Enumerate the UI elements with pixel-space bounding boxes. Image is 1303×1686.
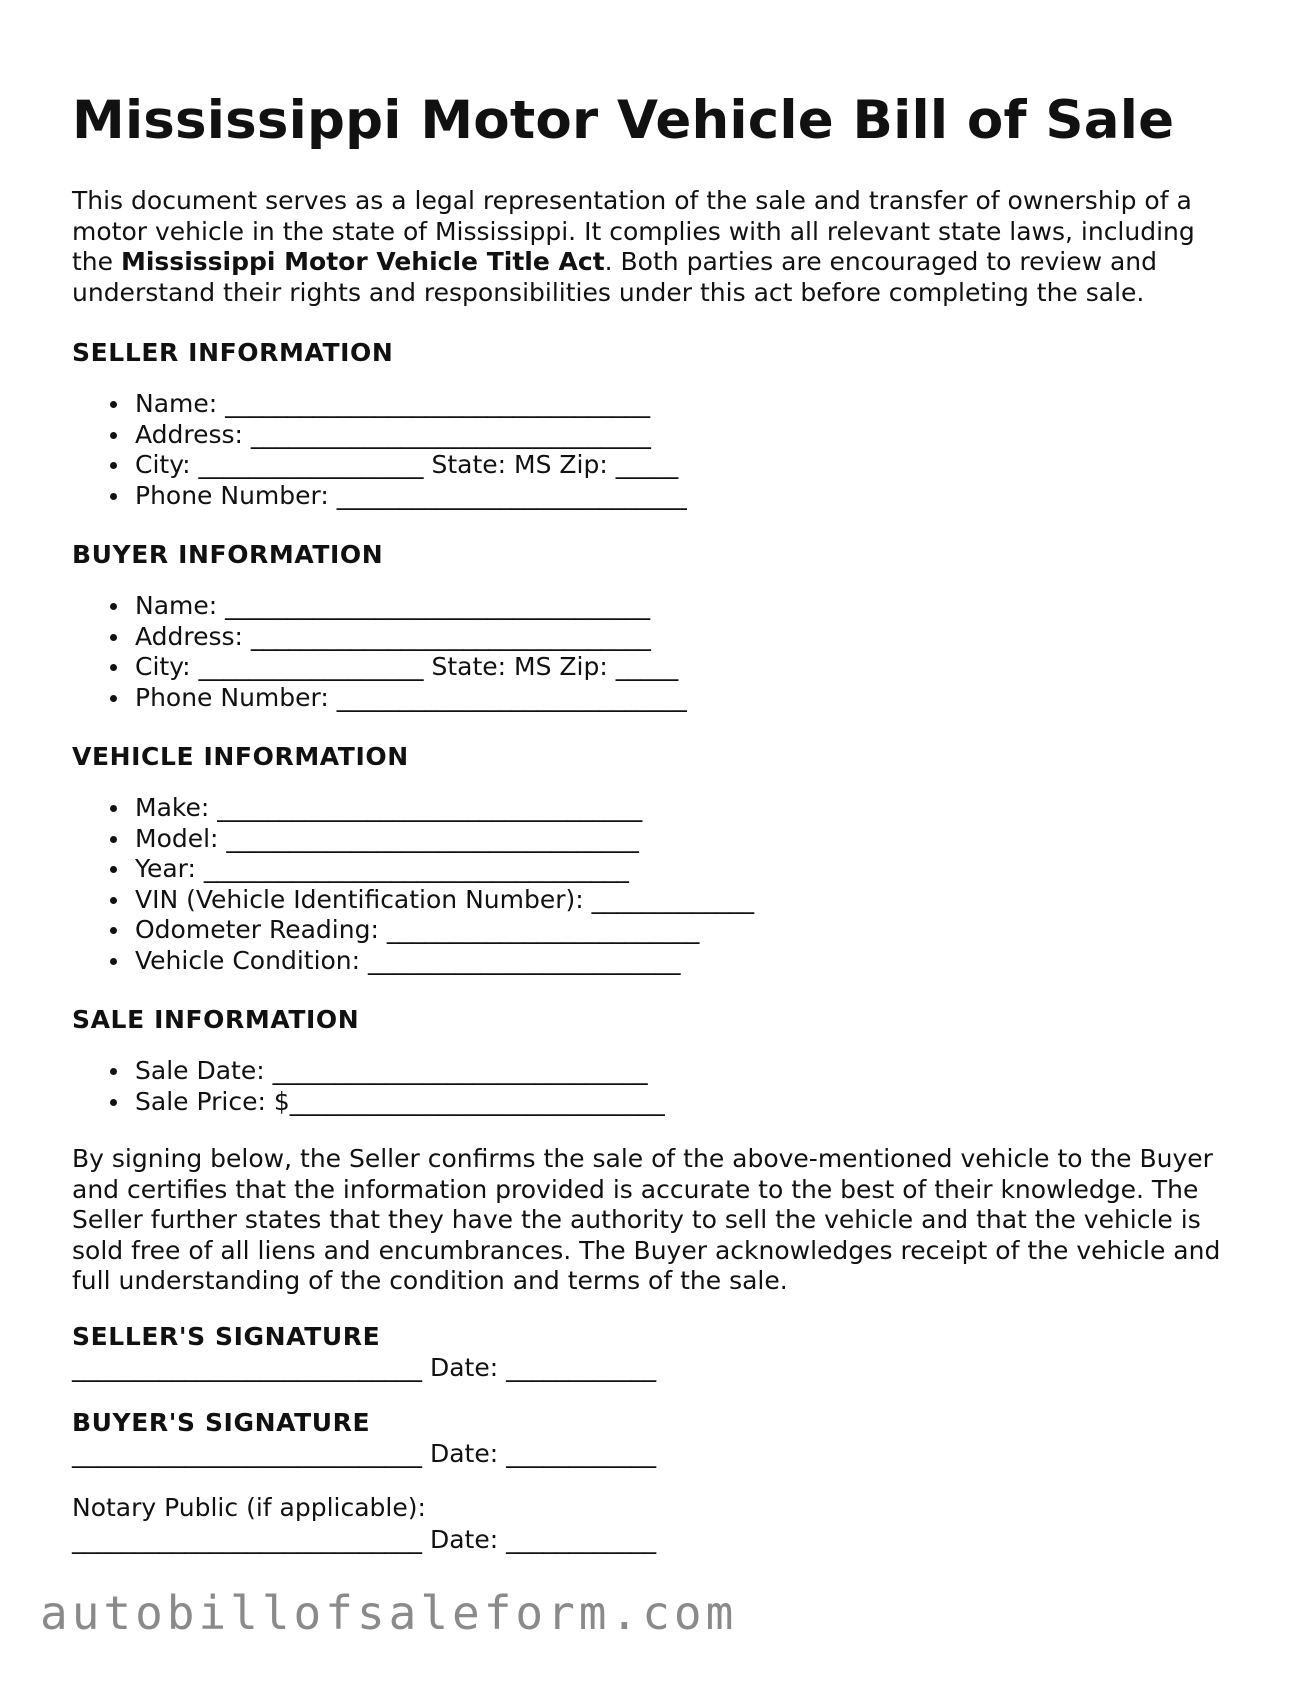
vehicle-condition-field[interactable]: Vehicle Condition: _________________________ [72,946,754,977]
vehicle-model-field[interactable]: Model: _________________________________ [72,824,754,855]
seller-address-field[interactable]: Address: ________________________________ [72,420,687,451]
page-title: Mississippi Motor Vehicle Bill of Sale [72,90,1175,151]
sale-price-field[interactable]: Sale Price: $______________________________ [72,1087,665,1118]
buyer-phone-field[interactable]: Phone Number: ____________________________ [72,683,687,714]
buyer-name-field[interactable]: Name: __________________________________ [72,591,687,622]
vehicle-fields-list [72,793,754,976]
site-watermark: autobillofsaleform.com [40,1586,738,1640]
vehicle-odometer-field[interactable]: Odometer Reading: _________________________ [72,915,754,946]
vehicle-year-field[interactable]: Year: __________________________________ [72,854,754,885]
buyer-city-state-zip-field[interactable]: City: __________________ State: MS Zip: _____ [72,652,687,683]
closing-paragraph: By signing below, the Seller confirms the sale of the above-mentioned vehicle to the Buyer and certifies that the information provided is accurate to the best of their knowledge. The Seller further states that they have the authority to sell the vehicle and that the vehicle is sold free of all liens and encumbrances. The Buyer acknowledges receipt of the vehicle and full understanding of the condition and terms of the sale. [72,1144,1221,1295]
vehicle-section-heading: VEHICLE INFORMATION [72,742,409,771]
buyer-fields-list [72,591,687,713]
intro-paragraph [72,186,1242,308]
sale-fields-list [72,1056,665,1117]
buyer-signature-heading: BUYER'S SIGNATURE [72,1408,371,1437]
seller-phone-field[interactable]: Phone Number: ____________________________ [72,481,687,512]
seller-signature-line[interactable]: ____________________________ Date: ____________ [72,1353,657,1382]
notary-signature-line[interactable]: ____________________________ Date: ____________ [72,1525,657,1554]
seller-signature-heading: SELLER'S SIGNATURE [72,1322,381,1351]
seller-city-state-zip-field[interactable]: City: __________________ State: MS Zip: _____ [72,450,687,481]
buyer-address-field[interactable]: Address: ________________________________ [72,622,687,653]
intro-act-name: Mississippi Motor Vehicle Title Act [120,247,605,276]
intro-text-after: . Both parties are encouraged to review and understand their rights and responsibilities under this act before completing the sale. [72,247,1157,307]
seller-section-heading: SELLER INFORMATION [72,338,394,367]
sale-section-heading: SALE INFORMATION [72,1005,360,1034]
buyer-section-heading: BUYER INFORMATION [72,540,384,569]
vehicle-vin-field[interactable]: VIN (Vehicle Identification Number): _____________ [72,885,754,916]
notary-label: Notary Public (if applicable): [72,1493,426,1522]
seller-fields-list [72,389,687,511]
buyer-signature-line[interactable]: ____________________________ Date: ____________ [72,1439,657,1468]
sale-date-field[interactable]: Sale Date: ______________________________ [72,1056,665,1087]
intro-text-before: This document serves as a legal representation of the sale and transfer of ownership of a motor vehicle in the state of Mississippi. It complies with all relevant state laws, including the [72,186,1195,276]
vehicle-make-field[interactable]: Make: __________________________________ [72,793,754,824]
seller-name-field[interactable]: Name: __________________________________ [72,389,687,420]
